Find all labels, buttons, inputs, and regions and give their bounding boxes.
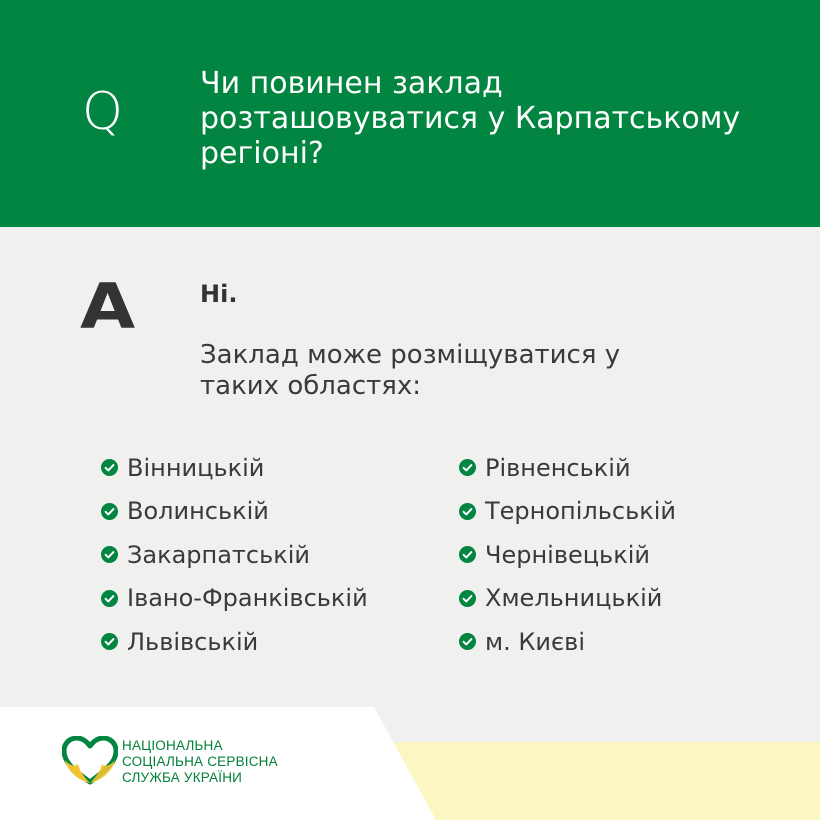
region-label: Волинській: [127, 497, 269, 526]
question-marker: Q: [82, 82, 123, 142]
answer-text: Заклад може розміщуватися у таких областях:: [200, 340, 621, 401]
check-circle-icon: [101, 546, 118, 563]
check-circle-icon: [101, 459, 118, 476]
region-list-left: [101, 446, 368, 664]
organization-name-line: СЛУЖБА УКРАЇНИ: [122, 770, 243, 785]
check-circle-icon: [101, 590, 118, 607]
region-label: Львівській: [127, 627, 259, 656]
list-item: [101, 533, 368, 577]
check-circle-icon: [101, 503, 118, 520]
heart-hands-logo-icon: [62, 736, 118, 786]
organization-name-line: НАЦІОНАЛЬНА: [122, 738, 223, 753]
region-label: Хмельницькій: [485, 584, 663, 613]
list-item: [101, 490, 368, 534]
answer-marker: A: [80, 270, 136, 343]
check-circle-icon: [459, 459, 476, 476]
check-circle-icon: [459, 546, 476, 563]
question-text: Чи повинен заклад розташовуватися у Карпатському регіоні?: [200, 66, 741, 171]
list-item: [101, 620, 368, 664]
list-item: [459, 533, 676, 577]
region-label: м. Києві: [485, 627, 585, 656]
organization-name: [122, 738, 278, 786]
list-item: [459, 577, 676, 621]
region-label: Вінницькій: [127, 453, 265, 482]
list-item: [459, 446, 676, 490]
check-circle-icon: [101, 633, 118, 650]
list-item: [459, 620, 676, 664]
question-banner: [0, 0, 820, 227]
region-label: Тернопільській: [485, 497, 676, 526]
list-item: [101, 446, 368, 490]
region-label: Івано-Франківській: [127, 584, 368, 613]
check-circle-icon: [459, 503, 476, 520]
check-circle-icon: [459, 633, 476, 650]
region-label: Рівненській: [485, 453, 631, 482]
check-circle-icon: [459, 590, 476, 607]
list-item: [101, 577, 368, 621]
organization-name-line: СОЦІАЛЬНА СЕРВІСНА: [122, 754, 278, 769]
region-label: Закарпатській: [127, 540, 311, 569]
list-item: [459, 490, 676, 534]
answer-short: Ні.: [200, 280, 238, 308]
region-list-right: [459, 446, 676, 664]
region-label: Чернівецькій: [485, 540, 650, 569]
